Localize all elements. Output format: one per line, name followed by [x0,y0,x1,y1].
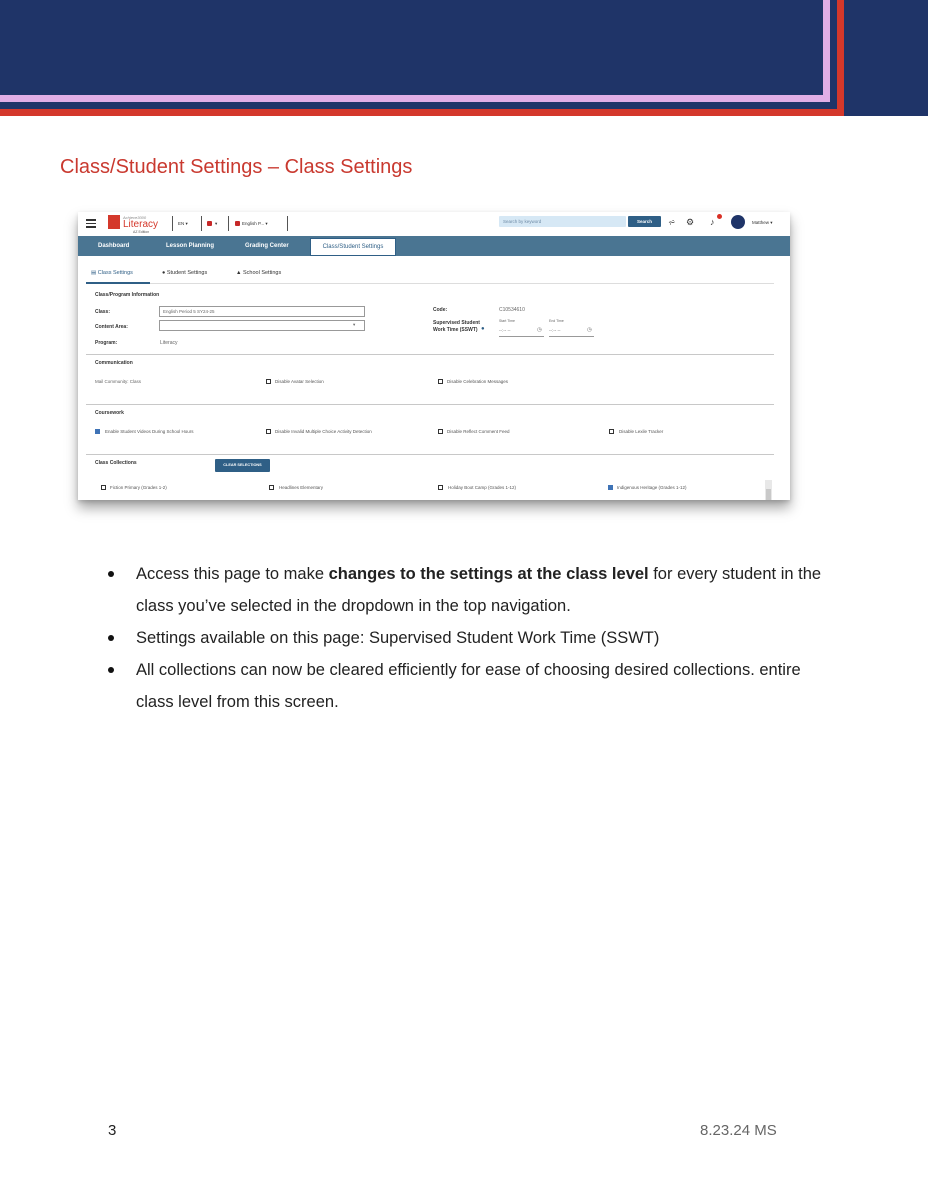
code-value: C10534610 [499,307,525,313]
nav-dashboard[interactable]: Dashboard [98,243,130,249]
divider [287,216,288,231]
tab-school-settings-label: School Settings [242,270,282,276]
enable-student-videos-label: Enable Student Videos During School Hours [105,429,194,434]
enable-student-videos-checkbox[interactable] [95,429,100,434]
brand-small: Achieve3000 [123,215,147,220]
content-area-label: Content Area: [95,324,128,330]
bullet-text: for every student in the class you’ve selected in the dropdown in the top navigation. [136,565,822,615]
code-label: Code: [433,307,448,313]
class-field[interactable] [159,306,365,317]
sswt-label-line2: Work Time (SSWT) [433,327,478,333]
end-time-underline [549,336,594,337]
clock-icon[interactable]: ◷ [537,327,542,333]
brand-name: Literacy [123,219,159,230]
notification-badge [717,214,722,219]
content-area-select[interactable] [159,320,365,331]
clock-icon[interactable]: ◷ [587,327,592,333]
search-placeholder: Search by keyword [503,219,542,224]
brand-edition: AZ Edition [133,230,150,234]
app-topbar [78,212,790,236]
collection-label: Indigenous Heritage (Grades 1-12) [617,485,687,490]
section-heading-coursework: Coursework [95,410,124,416]
tab-student-settings[interactable] [162,270,207,276]
school-icon: ▲ [236,270,243,276]
start-time-label: Start Time [499,319,515,323]
active-tab-indicator [86,282,150,284]
disable-celebration-label: Disable Celebration Messages [447,379,509,384]
subtab-divider [86,283,774,284]
end-time-label: End Time [549,319,564,323]
start-time-input[interactable]: --:-- -- [499,328,511,333]
bullet-item [108,654,838,718]
chevron-down-icon: ▾ [353,322,356,327]
search-button[interactable]: Search [628,216,661,227]
header-pink-stripe [0,95,830,102]
bullet-bold-text: changes to the settings at the class level [328,565,649,583]
program-value: Literacy [160,340,178,346]
section-divider [86,354,774,355]
bullet-dot [108,635,114,641]
collection-checkbox[interactable] [438,485,443,490]
header-red-stripe [0,109,844,116]
collection-label: Holiday Boot Camp (Grades 1-12) [448,485,517,490]
divider [201,216,202,231]
collection-label: Fiction Primary (Grades 1-2) [110,485,167,490]
settings-screenshot [78,212,790,500]
section-heading-collections: Class Collections [95,460,137,466]
color-select[interactable]: ▾ [215,221,218,226]
bullet-dot [108,667,114,673]
end-time-input[interactable]: --:-- -- [549,328,561,333]
bullet-item [108,622,838,654]
footer-date: 8.23.24 MS [700,1122,777,1139]
nav-lesson-planning[interactable]: Lesson Planning [166,243,215,249]
bell-icon[interactable]: ♪ [710,217,715,227]
main-nav [78,236,790,256]
divider [172,216,173,231]
disable-reflect-label: Disable Reflect Comment Feed [447,429,510,434]
bullet-item [108,558,838,622]
page-title: Class/Student Settings – Class Settings [60,156,413,178]
tab-school-settings[interactable] [236,270,281,276]
search-input[interactable] [499,216,626,227]
section-divider [86,454,774,455]
disable-invalid-mc-label: Disable Invalid Multiple Choice Activity Detection [275,429,372,434]
person-icon: ● [162,270,167,276]
class-label: Class: [95,309,111,315]
sswt-label-line1: Supervised Student [433,320,480,326]
user-menu[interactable]: Matthew ▾ [752,220,773,225]
program-label: Program: [95,340,118,346]
scrollbar-thumb[interactable] [766,489,771,500]
language-select[interactable]: EN ▾ [178,221,188,226]
tab-student-settings-label: Student Settings [166,270,208,276]
bullet-text: Access this page to make [136,565,329,583]
section-heading-class-program: Class/Program Information [95,292,160,298]
collection-checkbox[interactable] [269,485,274,490]
class-value: English Period 5 SY24-25 [163,309,215,314]
help-icon[interactable]: ● [481,326,485,332]
mail-community-label: Mail Community: Class [95,379,142,384]
avatar[interactable] [731,215,745,229]
section-divider [86,404,774,405]
bullet-list [108,558,838,718]
disable-invalid-mc-checkbox[interactable] [266,429,271,434]
start-time-underline [499,336,544,337]
header-pink-stripe-vertical [823,0,830,102]
collection-label: Headlines Elementary [279,485,324,490]
disable-celebration-checkbox[interactable] [438,379,443,384]
disable-lexile-checkbox[interactable] [609,429,614,434]
reports-icon[interactable]: ⩫ [668,217,676,227]
clear-selections-button[interactable]: CLEAR SELECTIONS [215,459,270,472]
gear-icon[interactable]: ⚙ [686,217,695,227]
tab-class-settings[interactable] [91,270,133,276]
bullet-text: All collections can now be cleared efficiently for ease of choosing desired collections. entire class level from this screen. [136,661,801,711]
disable-reflect-checkbox[interactable] [438,429,443,434]
divider [228,216,229,231]
hamburger-menu-icon[interactable] [86,219,96,227]
header-red-stripe-vertical [837,0,844,116]
nav-class-student-settings[interactable]: Class/Student Settings [310,238,396,256]
class-color-icon [235,221,240,226]
disable-avatar-label: Disable Avatar Selection [275,379,324,384]
section-heading-communication: Communication [95,360,133,366]
bullet-text: Settings available on this page: Supervised Student Work Time (SSWT) [136,629,660,647]
disable-avatar-checkbox[interactable] [266,379,271,384]
bullet-dot [108,571,114,577]
tab-class-settings-label: Class Settings [97,270,133,276]
collection-checkbox[interactable] [101,485,106,490]
collection-checkbox[interactable] [608,485,613,490]
page-number: 3 [108,1122,117,1139]
nav-grading-center[interactable]: Grading Center [245,243,289,249]
class-select[interactable]: English P... ▾ [242,221,268,226]
mcgraw-hill-logo [108,215,120,229]
id-card-icon: ▤ [91,270,98,276]
color-swatch-icon [207,221,212,226]
disable-lexile-label: Disable Lexile Tracker [619,429,664,434]
